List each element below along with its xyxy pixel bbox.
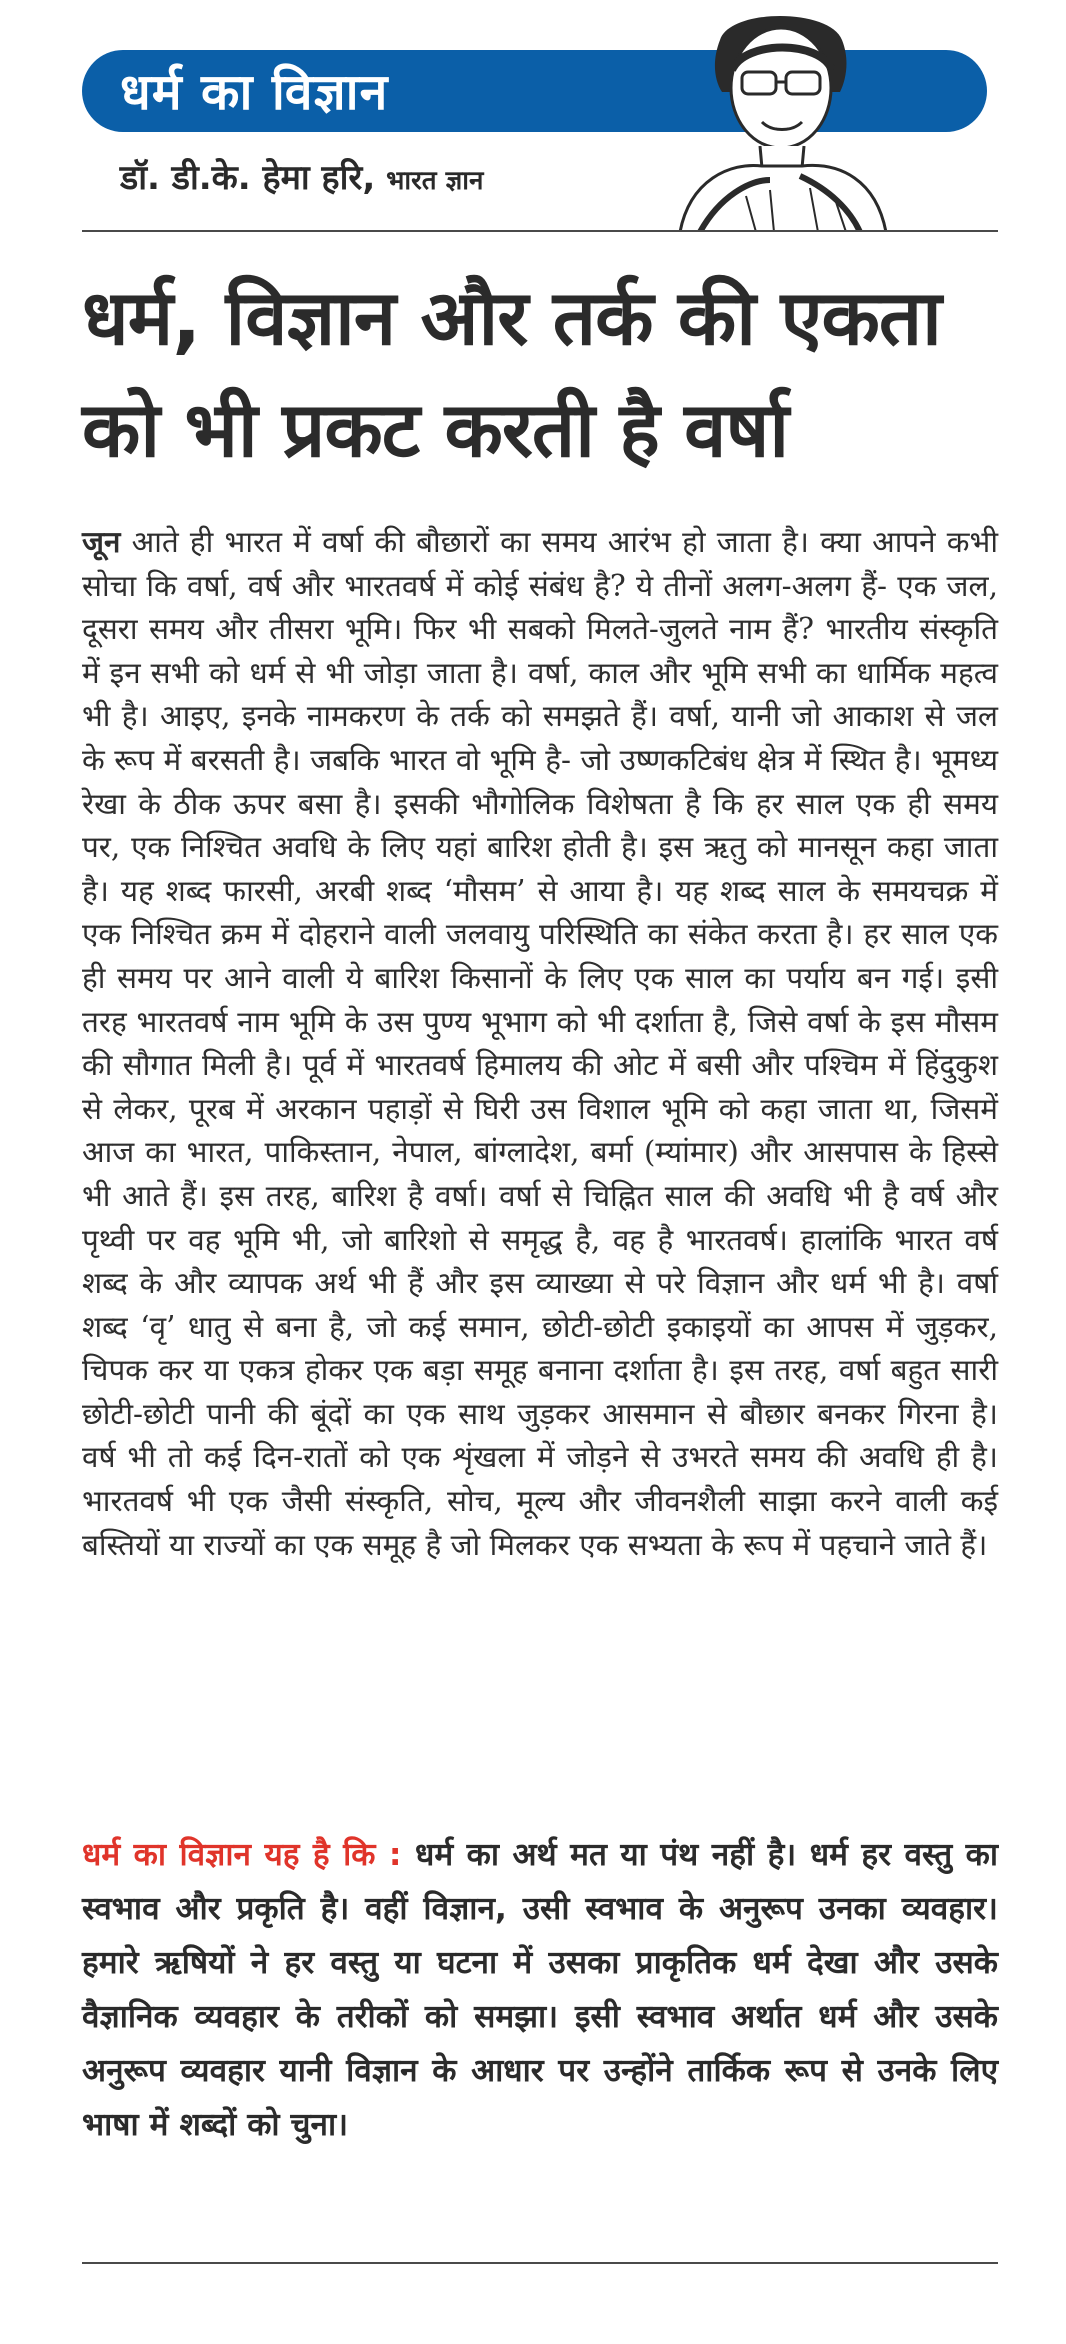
author-portrait <box>650 0 910 232</box>
section-kicker: धर्म का विज्ञान यह है कि : <box>82 1837 402 1873</box>
byline <box>120 156 483 203</box>
headline: धर्म, विज्ञान और तर्क की एकता को भी प्रकट करती है वर्षा <box>82 273 941 474</box>
lead-word: जून <box>82 524 121 559</box>
body-text: आते ही भारत में वर्षा की बौछारों का समय आरंभ हो जाता है। क्या आपने कभी सोचा कि वर्षा, वर्ष और भारतवर्ष में कोई संबंध है? ये तीनों अलग-अलग हैं- एक जल, दूसरा समय और तीसरा भूमि। फिर भी सबको मिलते-जुलते नाम हैं? भारतीय संस्कृति में इन सभी को धर्म से भी जोड़ा जाता है। वर्षा, काल और भूमि सभी का धार्मिक महत्व भी है। आइए, इनके नामकरण के तर्क को समझते हैं। वर्षा, यानी जो आकाश से जल के रूप में बरसती है। जबकि भारत वो भूमि है- जो उष्णकटिबंध क्षेत्र में स्थित है। भूमध्य रेखा के ठीक ऊपर बसा है। इसकी भौगोलिक विशेषता है कि हर साल एक ही समय पर, एक निश्चित अवधि के लिए यहां बारिश होती है। इस ऋतु को मानसून कहा जाता है। यह शब्द फारसी, अरबी शब्द ‘मौसम’ से आया है। यह शब्द साल के समयचक्र में एक निश्चित क्रम में दोहराने वाली जलवायु परिस्थिति का संकेत करता है। हर साल एक ही समय पर आने वाली ये बारिश किसानों के लिए एक साल का पर्याय बन गई। इसी तरह भारतवर्ष नाम भूमि के उस पुण्य भूभाग को भी दर्शाता है, जिसे वर्षा के इस मौसम की सौगात मिली है। पूर्व में भारतवर्ष हिमालय की ओट में बसी और पश्चिम में हिंदुकुश से लेकर, पूरब में अरकान पहाड़ों से घिरी उस विशाल भूमि को कहा जाता था, जिसमें आज का भारत, पाकिस्तान, नेपाल, बांग्लादेश, बर्मा (म्यांमार) और आसपास के हिस्से भी आते हैं। इस तरह, बारिश है वर्षा। वर्षा से चिह्नित साल की अवधि भी है वर्ष और पृथ्वी पर वह भूमि भी, जो बारिशो से समृद्ध है, वह है भारतवर्ष। हालांकि भारत वर्ष शब्द के और व्यापक अर्थ भी हैं और इस व्याख्या से परे विज्ञान और धर्म भी है। वर्षा शब्द ‘वृ’ धातु से बना है, जो कई समान, छोटी-छोटी इकाइयों का आपस में जुड़कर, चिपक कर या एकत्र होकर एक बड़ा समूह बनाना दर्शाता है। इस तरह, वर्षा बहुत सारी छोटी-छोटी पानी की बूंदों का एक साथ जुड़कर आसमान से बौछार बनकर गिरना है। वर्ष भी तो कई दिन-रातों को एक शृंखला में जोड़ने से उभरते समय की अवधि ही है। भारतवर्ष भी एक जैसी संस्कृति, सोच, मूल्य और जीवनशैली साझा करने वाली कई बस्तियों या राज्यों का एक समूह है जो मिलकर एक सभ्यता के रूप में पहचाने जाते हैं। <box>82 525 998 1562</box>
science-section <box>82 1828 998 2152</box>
column-title: धर्म का विज्ञान <box>120 63 389 121</box>
top-divider <box>82 230 998 232</box>
bottom-divider <box>82 2262 998 2264</box>
author-name: डॉ. डी.के. हेमा हरि, <box>120 158 376 198</box>
article-body <box>82 520 998 1567</box>
section-text: धर्म का अर्थ मत या पंथ नहीं है। धर्म हर वस्तु का स्वभाव और प्रकृति है। वहीं विज्ञान, उसी स्वभाव के अनुरूप उनका व्यवहार। हमारे ऋषियों ने हर वस्तु या घटना में उसका प्राकृतिक धर्म देखा और उसके वैज्ञानिक व्यवहार के तरीकों को समझा। इसी स्वभाव अर्थात धर्म और उसके अनुरूप व्यवहार यानी विज्ञान के आधार पर उन्होंने तार्किक रूप से उनके लिए भाषा में शब्दों को चुना। <box>82 1837 998 2143</box>
author-org: भारत ज्ञान <box>386 166 484 196</box>
